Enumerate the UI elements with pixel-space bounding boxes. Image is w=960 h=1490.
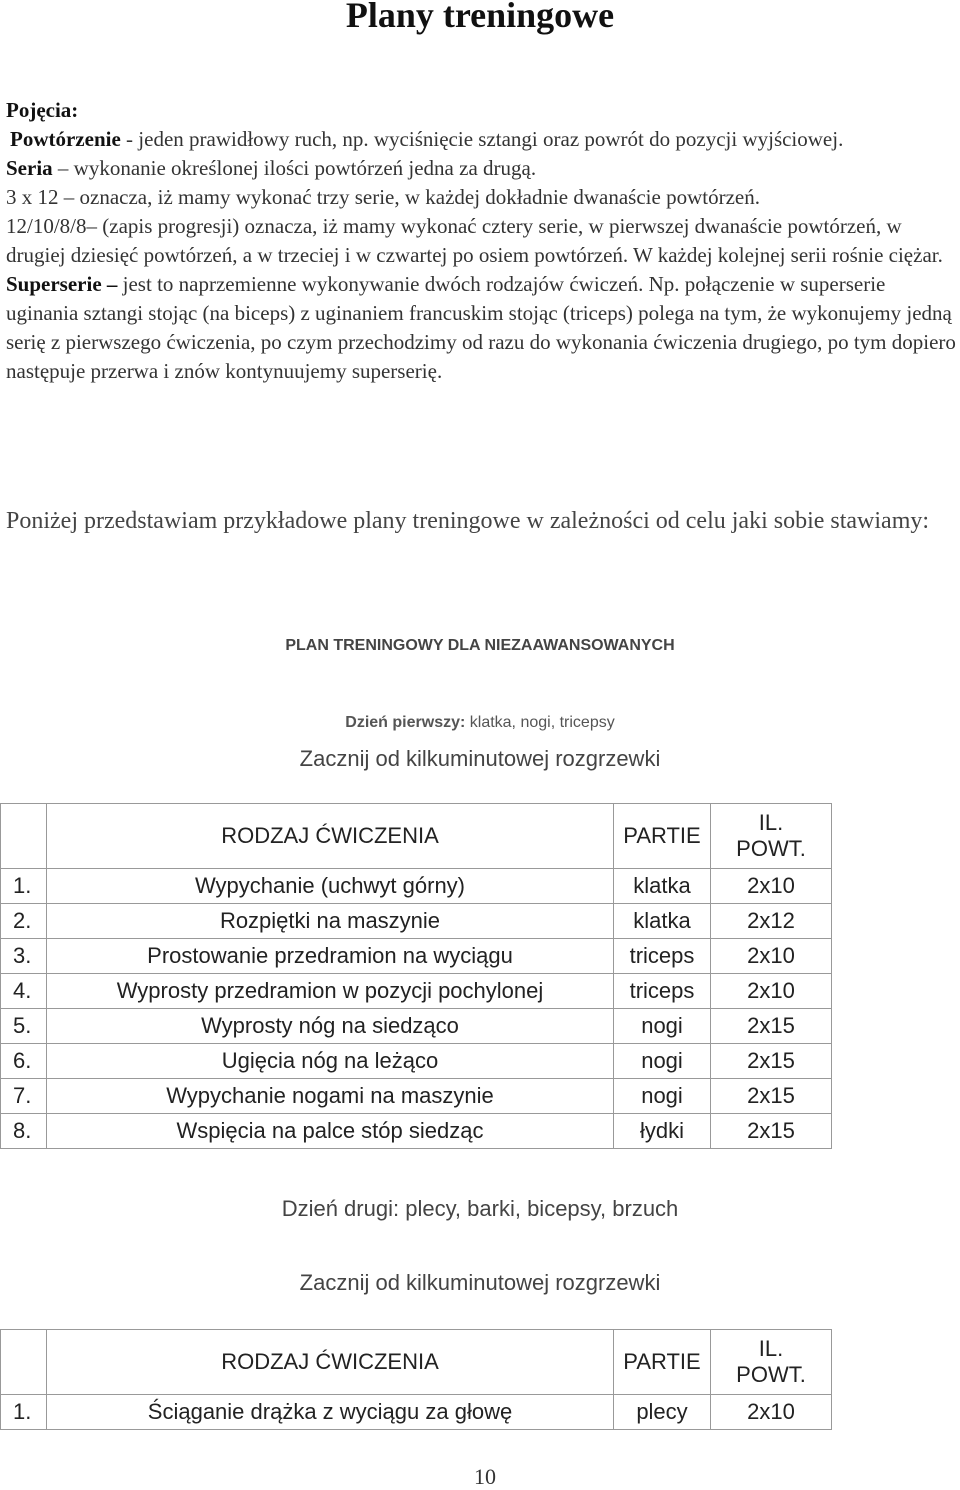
header-reps: [711, 804, 832, 869]
table-row: [1, 939, 832, 974]
plan-title: PLAN TRENINGOWY DLA NIEZAAWANSOWANYCH: [285, 637, 675, 654]
muscle-group: nogi: [614, 1009, 711, 1044]
intro-paragraph: Poniżej przedstawiam przykładowe plany treningowe w zależności od celu jaki sobie stawiamy:: [6, 508, 930, 534]
sets-reps: 2x15: [711, 1114, 832, 1149]
day1-warmup: Zacznij od kilkuminutowej rozgrzewki: [299, 746, 661, 771]
definition-powtorzenie: [6, 125, 956, 154]
concepts-section: [6, 96, 956, 386]
term-superserie: Superserie –: [6, 272, 118, 296]
header-reps-line2: POWT.: [736, 836, 806, 861]
row-num: 2.: [1, 904, 47, 939]
row-num: 1.: [1, 1395, 47, 1430]
muscle-group: łydki: [614, 1114, 711, 1149]
table-row: [1, 974, 832, 1009]
def-superserie: jest to naprzemienne wykonywanie dwóch rodzajów ćwiczeń. Np. połączenie w superserie uginania sztangi stojąc (na biceps) z uginaniem francuskim stojąc (triceps) polega na tym, że wykonujemy jedną serię z pierwszego ćwiczenia, po czym przechodzimy od razu do wykonania ćwiczenia drugiego, po tym dopiero następuje przerwa i znów kontynuujemy superserię.: [6, 272, 956, 383]
muscle-group: nogi: [614, 1044, 711, 1079]
row-num: 6.: [1, 1044, 47, 1079]
day1-heading: [0, 714, 960, 732]
header-parts: PARTIE: [614, 1330, 711, 1395]
header-num: [1, 1330, 47, 1395]
day2-heading: Dzień drugi: plecy, barki, bicepsy, brzuch: [281, 1196, 679, 1221]
sets-reps: 2x15: [711, 1079, 832, 1114]
definition-3x12: 3 x 12 – oznacza, iż mamy wykonać trzy serie, w każdej dokładnie dwanaście powtórzeń.: [6, 185, 760, 209]
muscle-group: plecy: [614, 1395, 711, 1430]
day1-label: Dzień pierwszy:: [345, 714, 466, 731]
muscle-group: klatka: [614, 869, 711, 904]
sets-reps: 2x10: [711, 1395, 832, 1430]
def-seria: – wykonanie określonej ilości powtórzeń jedna za drugą.: [52, 156, 537, 180]
term-seria: Seria: [6, 156, 53, 180]
sets-reps: 2x10: [711, 939, 832, 974]
exercise-name: Rozpiętki na maszynie: [47, 904, 614, 939]
table-row: [1, 1044, 832, 1079]
day2-warmup: Zacznij od kilkuminutowej rozgrzewki: [299, 1270, 661, 1295]
exercise-name: Wypychanie (uchwyt górny): [47, 869, 614, 904]
day1-table-body: [1, 804, 832, 1149]
day1-parts: klatka, nogi, tricepsy: [465, 714, 615, 731]
header-reps-line1: IL.: [758, 810, 784, 835]
day2-table: [0, 1329, 832, 1430]
header-reps-line1: IL.: [758, 1336, 784, 1361]
muscle-group: triceps: [614, 974, 711, 1009]
definition-superserie: [6, 270, 956, 386]
row-num: 8.: [1, 1114, 47, 1149]
table-row: [1, 1009, 832, 1044]
page-title: Plany treningowe: [345, 0, 615, 35]
exercise-name: Wyprosty przedramion w pozycji pochylonej: [47, 974, 614, 1009]
table-row: [1, 904, 832, 939]
row-num: 3.: [1, 939, 47, 974]
table-header-row: [1, 804, 832, 869]
table-row: [1, 1114, 832, 1149]
header-num: [1, 804, 47, 869]
term-progression: 12/10/8/8: [6, 214, 87, 238]
concepts-heading: Pojęcia:: [6, 98, 79, 122]
muscle-group: triceps: [614, 939, 711, 974]
sets-reps: 2x15: [711, 1044, 832, 1079]
muscle-group: nogi: [614, 1079, 711, 1114]
sets-reps: 2x10: [711, 869, 832, 904]
exercise-name: Prostowanie przedramion na wyciągu: [47, 939, 614, 974]
table-row: [1, 1395, 832, 1430]
header-exercise: RODZAJ ĆWICZENIA: [47, 804, 614, 869]
exercise-name: Ściąganie drążka z wyciągu za głowę: [47, 1395, 614, 1430]
row-num: 1.: [1, 869, 47, 904]
page-number: 10: [474, 1464, 496, 1489]
exercise-name: Wyprosty nóg na siedząco: [47, 1009, 614, 1044]
day1-table: [0, 803, 832, 1149]
def-powtorzenie: - jeden prawidłowy ruch, np. wyciśnięcie sztangi oraz powrót do pozycji wyjściowej.: [120, 127, 844, 151]
definition-progression: [6, 212, 956, 270]
header-exercise: RODZAJ ĆWICZENIA: [47, 1330, 614, 1395]
row-num: 7.: [1, 1079, 47, 1114]
def-progression: – (zapis progresji) oznacza, iż mamy wykonać cztery serie, w pierwszej dwanaście powtórzeń, w drugiej dziesięć powtórzeń, a w trzeciej i w czwartej po osiem powtórzeń. W każdej kolejnej serii rośnie ciężar.: [6, 214, 943, 267]
muscle-group: klatka: [614, 904, 711, 939]
definition-seria: [6, 154, 956, 183]
header-reps-line2: POWT.: [736, 1362, 806, 1387]
exercise-name: Wypychanie nogami na maszynie: [47, 1079, 614, 1114]
sets-reps: 2x10: [711, 974, 832, 1009]
row-num: 4.: [1, 974, 47, 1009]
day2-table-body: [1, 1330, 832, 1430]
term-powtorzenie: Powtórzenie: [10, 127, 121, 151]
table-row: [1, 1079, 832, 1114]
table-header-row: [1, 1330, 832, 1395]
exercise-name: Ugięcia nóg na leżąco: [47, 1044, 614, 1079]
sets-reps: 2x15: [711, 1009, 832, 1044]
sets-reps: 2x12: [711, 904, 832, 939]
exercise-name: Wspięcia na palce stóp siedząc: [47, 1114, 614, 1149]
row-num: 5.: [1, 1009, 47, 1044]
header-parts: PARTIE: [614, 804, 711, 869]
table-row: [1, 869, 832, 904]
header-reps: [711, 1330, 832, 1395]
